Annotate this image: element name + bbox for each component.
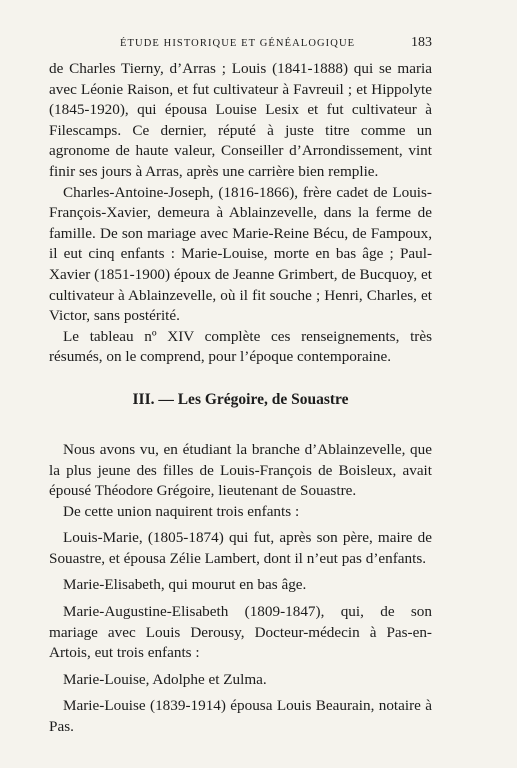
- running-head: ÉTUDE HISTORIQUE ET GÉNÉALOGIQUE: [120, 38, 356, 49]
- paragraph-tableau: Le tableau nº XIV complète ces renseignements, très résumés, on le comprend, pour l’époque contemporaine.: [49, 327, 432, 366]
- paragraph-charles-antoine: Charles-Antoine-Joseph, (1816-1866), frère cadet de Louis-François-Xavier, demeura à Ablainzevelle, dans la ferme de famille. De son mariage avec Marie-Reine Bécu, de Fampoux, il eut cinq enfants : Marie-Louise, morte en bas âge ; Paul-Xavier (1851-1900) époux de Jeanne Grimbert, de Bucquoy, et cultivateur à Ablainzevelle, où il fit souche ; Henri, Charles, et Victor, sans postérité.: [49, 183, 432, 325]
- paragraph-marie-elisabeth: Marie-Elisabeth, qui mourut en bas âge.: [63, 576, 307, 594]
- paragraph-continuation: de Charles Tierny, d’Arras ; Louis (1841-1888) qui se maria avec Léonie Raison, et fut cultivateur à Favreuil ; et Hippolyte (1845-1920), qui épousa Louise Lesix et fut cultivateur à Filescamps. Ce dernier, réputé à juste titre comme un agronome de haute valeur, Conseiller d’Arrondissement, vint finir ses jours à Arras, après une carrière bien remplie.: [49, 60, 432, 180]
- paragraph-marie-augustine: Marie-Augustine-Elisabeth (1809-1847), qui, de son mariage avec Louis Derousy, Docteur-médecin à Pas-en-Artois, eut trois enfants :: [49, 603, 432, 662]
- section-heading: III. — Les Grégoire, de Souastre: [132, 390, 349, 408]
- spacer: [49, 412, 432, 440]
- paragraph-intro: Nous avons vu, en étudiant la branche d’Ablainzevelle, que la plus jeune des filles de Louis-François de Boisleux, avait épousé Théodore Grégoire, lieutenant de Souastre.: [49, 440, 432, 500]
- continuation-block: [49, 59, 432, 368]
- paragraph-louis-marie: Louis-Marie, (1805-1874) qui fut, après son père, maire de Souastre, et épousa Zélie Lambert, dont il n’eut pas d’enfants.: [49, 529, 432, 567]
- page-header: [52, 36, 432, 54]
- section-body: [49, 440, 432, 738]
- spacer: [49, 368, 432, 388]
- paragraph-children-list: Marie-Louise, Adolphe et Zulma.: [63, 670, 267, 688]
- page-number: 183: [411, 35, 432, 50]
- paragraph-marie-louise: Marie-Louise (1839-1914) épousa Louis Beaurain, notaire à Pas.: [49, 697, 432, 736]
- paragraph-trois-enfants: De cette union naquirent trois enfants :: [63, 502, 300, 520]
- page-body: [49, 59, 432, 744]
